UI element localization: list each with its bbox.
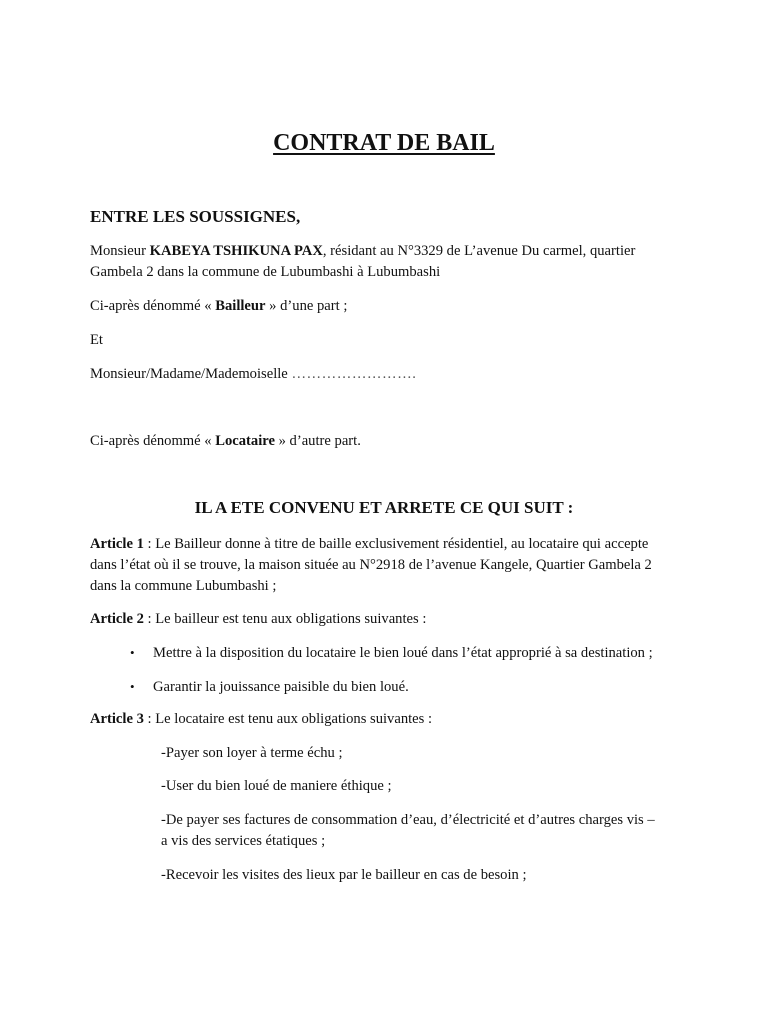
landlord-prefix: Monsieur xyxy=(90,243,150,259)
landlord-designation xyxy=(90,296,690,317)
landlord-address-part1: , résidant au N°3329 de L’avenue Du carmel, quartier xyxy=(322,243,636,259)
article-1-label: Article 1 xyxy=(90,536,144,552)
article-2-bullet-1-text: Mettre à la disposition du locataire le bien loué dans l’état approprié à sa destination ; xyxy=(153,645,653,661)
article-1-line-1 xyxy=(90,534,690,555)
article-3-item-1: -Payer son loyer à terme échu ; xyxy=(161,745,343,761)
document-title: CONTRAT DE BAIL xyxy=(273,130,495,156)
bullet-icon: • xyxy=(130,679,135,694)
landlord-term: Bailleur xyxy=(215,298,266,314)
article-3-item-4: -Recevoir les visites des lieux par le bailleur en cas de besoin ; xyxy=(161,867,527,883)
landlord-paragraph xyxy=(90,241,690,283)
tenant-designation-suffix: » d’autre part. xyxy=(274,433,361,449)
article-1-line-2: dans l’état où il se trouve, la maison située au N°2918 de l’avenue Kangele, Quartier Gambela 2 xyxy=(90,557,652,573)
article-3-text: : Le locataire est tenu aux obligations suivantes : xyxy=(143,711,433,727)
tenant-designation-prefix: Ci-après dénommé « xyxy=(90,433,216,449)
article-3-label: Article 3 xyxy=(90,711,144,727)
article-2 xyxy=(90,609,690,630)
bullet-icon: • xyxy=(130,645,135,660)
et-line: Et xyxy=(90,332,103,348)
landlord-designation-suffix: » d’une part ; xyxy=(265,298,348,314)
article-2-label: Article 2 xyxy=(90,611,144,627)
tenant-term: Locataire xyxy=(215,433,275,449)
landlord-name: KABEYA TSHIKUNA PAX xyxy=(149,243,323,259)
article-3-item-3: -De payer ses factures de consommation d’eau, d’électricité et d’autres charges vis – xyxy=(161,812,655,828)
tenant-blank-dots: ……………………. xyxy=(291,366,417,382)
article-2-bullet-2 xyxy=(130,676,690,698)
article-2-bullet-1 xyxy=(130,642,690,664)
article-2-bullet-2-text: Garantir la jouissance paisible du bien loué. xyxy=(153,679,409,695)
tenant-label: Monsieur/Madame/Mademoiselle xyxy=(90,366,292,382)
article-1-text-1: : Le Bailleur donne à titre de baille exclusivement résidentiel, au locataire qui accepte xyxy=(143,536,649,552)
tenant-line xyxy=(90,364,690,385)
agreement-heading: IL A ETE CONVENU ET ARRETE CE QUI SUIT : xyxy=(194,498,574,517)
article-2-text: : Le bailleur est tenu aux obligations suivantes : xyxy=(143,611,427,627)
parties-heading: ENTRE LES SOUSSIGNES, xyxy=(90,207,301,226)
tenant-designation xyxy=(90,431,690,452)
article-3-item-3-continued: a vis des services étatiques ; xyxy=(161,833,326,849)
article-3 xyxy=(90,709,690,730)
landlord-line-1 xyxy=(90,241,690,262)
landlord-designation-prefix: Ci-après dénommé « xyxy=(90,298,216,314)
article-1-line-3: dans la commune Lubumbashi ; xyxy=(90,578,277,594)
article-3-item-2: -User du bien loué de maniere éthique ; xyxy=(161,778,392,794)
article-1 xyxy=(90,534,690,597)
landlord-line-2: Gambela 2 dans la commune de Lubumbashi à Lubumbashi xyxy=(90,264,441,280)
